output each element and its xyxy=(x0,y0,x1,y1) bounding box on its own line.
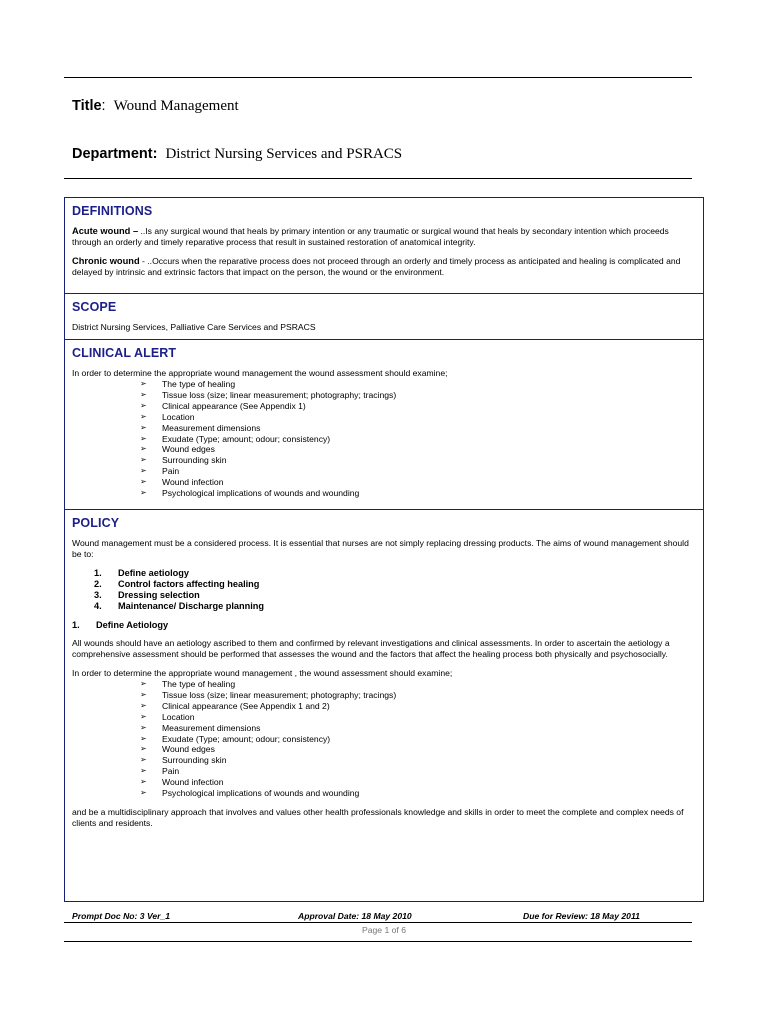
page-number: Page 1 of 6 xyxy=(362,925,406,935)
chronic-wound-definition xyxy=(72,256,695,278)
policy-document-box xyxy=(64,197,704,902)
clinical-alert-item xyxy=(140,379,695,390)
header-bottom-rule xyxy=(64,178,692,179)
assessment-item xyxy=(140,679,695,690)
scope-heading: SCOPE xyxy=(72,300,117,314)
policy-closing: and be a multidisciplinary approach that involves and values other health professionals knowledge and skills in order to meet the complete and complex needs of clients and residents. xyxy=(72,806,684,828)
assessment-item-text: Exudate (Type; amount; odour; consistency) xyxy=(162,733,331,744)
arrow-bullet-icon: ➢ xyxy=(140,411,147,421)
arrow-bullet-icon: ➢ xyxy=(140,788,147,798)
definitions-heading: DEFINITIONS xyxy=(72,204,153,218)
arrow-bullet-icon: ➢ xyxy=(140,744,147,754)
arrow-bullet-icon: ➢ xyxy=(140,455,147,465)
assessment-item-text: Wound infection xyxy=(162,777,224,788)
clinical-alert-item-text: Exudate (Type; amount; odour; consistency) xyxy=(162,433,331,444)
arrow-bullet-icon: ➢ xyxy=(140,733,147,743)
policy-heading: POLICY xyxy=(72,516,120,530)
scope-text: District Nursing Services, Palliative Care Services and PSRACS xyxy=(72,322,316,332)
arrow-bullet-icon: ➢ xyxy=(140,400,147,410)
policy-aims-list xyxy=(72,568,695,612)
policy-intro: Wound management must be a considered process. It is essential that nurses are not simply replacing dressing products. The aims of wound management should be to: xyxy=(72,538,689,559)
policy-aim-item xyxy=(94,568,695,579)
arrow-bullet-icon: ➢ xyxy=(140,711,147,721)
policy-aim-item xyxy=(94,579,695,590)
arrow-bullet-icon: ➢ xyxy=(140,422,147,432)
policy-assessment-list xyxy=(72,679,695,799)
clinical-alert-item-text: Location xyxy=(162,411,195,422)
arrow-bullet-icon: ➢ xyxy=(140,444,147,454)
clinical-alert-item xyxy=(140,444,695,455)
footer-doc-number: Prompt Doc No: 3 Ver_1 xyxy=(72,911,171,921)
clinical-alert-heading: CLINICAL ALERT xyxy=(72,346,177,360)
department-line xyxy=(72,146,402,163)
scope-section xyxy=(65,294,703,340)
acute-wound-definition xyxy=(72,226,695,248)
clinical-alert-intro: In order to determine the appropriate wound management the wound assessment should examine; xyxy=(72,368,448,378)
clinical-alert-item xyxy=(140,434,695,445)
assessment-item-text: Psychological implications of wounds and wounding xyxy=(162,788,360,799)
policy-aim-number: 4. xyxy=(94,601,102,611)
arrow-bullet-icon: ➢ xyxy=(140,689,147,699)
clinical-alert-item-text: Wound edges xyxy=(162,444,215,455)
clinical-alert-item-text: Surrounding skin xyxy=(162,455,227,466)
title-value: Wound Management xyxy=(113,98,239,114)
arrow-bullet-icon: ➢ xyxy=(140,477,147,487)
chronic-wound-term: Chronic wound xyxy=(72,256,140,266)
policy-aim-text: Define aetiology xyxy=(118,568,189,578)
title-colon: : xyxy=(101,98,114,114)
assessment-item-text: Measurement dimensions xyxy=(162,722,261,733)
clinical-alert-item-text: Measurement dimensions xyxy=(162,422,261,433)
policy-aim-text: Maintenance/ Discharge planning xyxy=(118,601,265,611)
policy-aim-number: 1. xyxy=(94,568,102,578)
clinical-alert-item-text: Wound infection xyxy=(162,477,224,488)
assessment-item xyxy=(140,712,695,723)
footer-review-date: Due for Review: 18 May 2011 xyxy=(523,911,640,921)
assessment-item-text: Pain xyxy=(162,766,180,777)
clinical-alert-section xyxy=(65,340,703,510)
clinical-alert-item xyxy=(140,423,695,434)
department-value: District Nursing Services and PSRACS xyxy=(165,146,403,162)
department-label: Department: xyxy=(72,146,158,162)
assessment-item xyxy=(140,755,695,766)
definitions-section xyxy=(65,198,703,294)
arrow-bullet-icon: ➢ xyxy=(140,379,147,388)
title-line xyxy=(72,98,239,115)
clinical-alert-item xyxy=(140,390,695,401)
assessment-item-text: Wound edges xyxy=(162,744,215,755)
clinical-alert-item-text: The type of healing xyxy=(162,379,236,389)
assessment-item xyxy=(140,744,695,755)
policy-aim-item xyxy=(94,601,695,612)
assessment-item xyxy=(140,734,695,745)
assessment-intro: In order to determine the appropriate wound management , the wound assessment should examine; xyxy=(72,668,453,678)
clinical-alert-item-text: Tissue loss (size; linear measurement; photography; tracings) xyxy=(162,389,397,400)
aetiology-paragraph: All wounds should have an aetiology ascribed to them and confirmed by relevant investigations and clinical assessments. In order to ascertain the aetiology a comprehensive assessment should be performed that assesses the wound and the factors that affect the healing process both physically and psychosocially. xyxy=(72,638,670,659)
arrow-bullet-icon: ➢ xyxy=(140,777,147,787)
assessment-item xyxy=(140,788,695,799)
acute-wound-text: ..Is any surgical wound that heals by primary intention or any traumatic or surgical wound that heals by secondary intention which proceeds through an orderly and timely reparative process that result in sustained restoration of anatomical integrity. xyxy=(72,226,669,247)
assessment-item xyxy=(140,723,695,734)
define-aetiology-number: 1. xyxy=(72,620,80,630)
arrow-bullet-icon: ➢ xyxy=(140,766,147,776)
top-rule xyxy=(64,77,692,78)
define-aetiology-heading xyxy=(72,620,695,630)
policy-aim-text: Control factors affecting healing xyxy=(118,579,260,589)
assessment-item-text: The type of healing xyxy=(162,679,236,689)
arrow-bullet-icon: ➢ xyxy=(140,700,147,710)
clinical-alert-item-text: Pain xyxy=(162,466,180,477)
chronic-wound-text: - ..Occurs when the reparative process does not proceed through an orderly and timely process as anticipated and healing is complicated and delayed by intrinsic and extrinsic factors that impact on the person, the wound or the environment. xyxy=(72,256,681,277)
footer-rule xyxy=(64,922,692,923)
arrow-bullet-icon: ➢ xyxy=(140,389,147,399)
policy-aim-number: 2. xyxy=(94,579,102,589)
policy-aim-text: Dressing selection xyxy=(118,590,200,600)
arrow-bullet-icon: ➢ xyxy=(140,488,147,498)
policy-aim-item xyxy=(94,590,695,601)
acute-wound-term: Acute wound – xyxy=(72,226,139,236)
assessment-item xyxy=(140,690,695,701)
policy-aim-number: 3. xyxy=(94,590,102,600)
clinical-alert-item xyxy=(140,455,695,466)
arrow-bullet-icon: ➢ xyxy=(140,755,147,765)
assessment-item-text: Clinical appearance (See Appendix 1 and 2) xyxy=(162,700,330,711)
define-aetiology-title: Define Aetiology xyxy=(96,620,169,630)
clinical-alert-item xyxy=(140,477,695,488)
assessment-item-text: Tissue loss (size; linear measurement; photography; tracings) xyxy=(162,689,397,700)
clinical-alert-item-text: Psychological implications of wounds and wounding xyxy=(162,488,360,499)
clinical-alert-item xyxy=(140,412,695,423)
arrow-bullet-icon: ➢ xyxy=(140,466,147,476)
clinical-alert-item xyxy=(140,488,695,499)
assessment-item-text: Location xyxy=(162,711,195,722)
clinical-alert-list xyxy=(72,379,695,499)
clinical-alert-item xyxy=(140,466,695,477)
arrow-bullet-icon: ➢ xyxy=(140,679,147,688)
title-label: Title xyxy=(72,98,102,114)
assessment-item xyxy=(140,766,695,777)
footer-approval-date: Approval Date: 18 May 2010 xyxy=(298,911,412,921)
arrow-bullet-icon: ➢ xyxy=(140,433,147,443)
assessment-item xyxy=(140,777,695,788)
clinical-alert-item xyxy=(140,401,695,412)
bottom-rule xyxy=(64,941,692,942)
policy-section xyxy=(65,510,703,901)
assessment-item xyxy=(140,701,695,712)
assessment-item-text: Surrounding skin xyxy=(162,755,227,766)
clinical-alert-item-text: Clinical appearance (See Appendix 1) xyxy=(162,400,306,411)
arrow-bullet-icon: ➢ xyxy=(140,722,147,732)
